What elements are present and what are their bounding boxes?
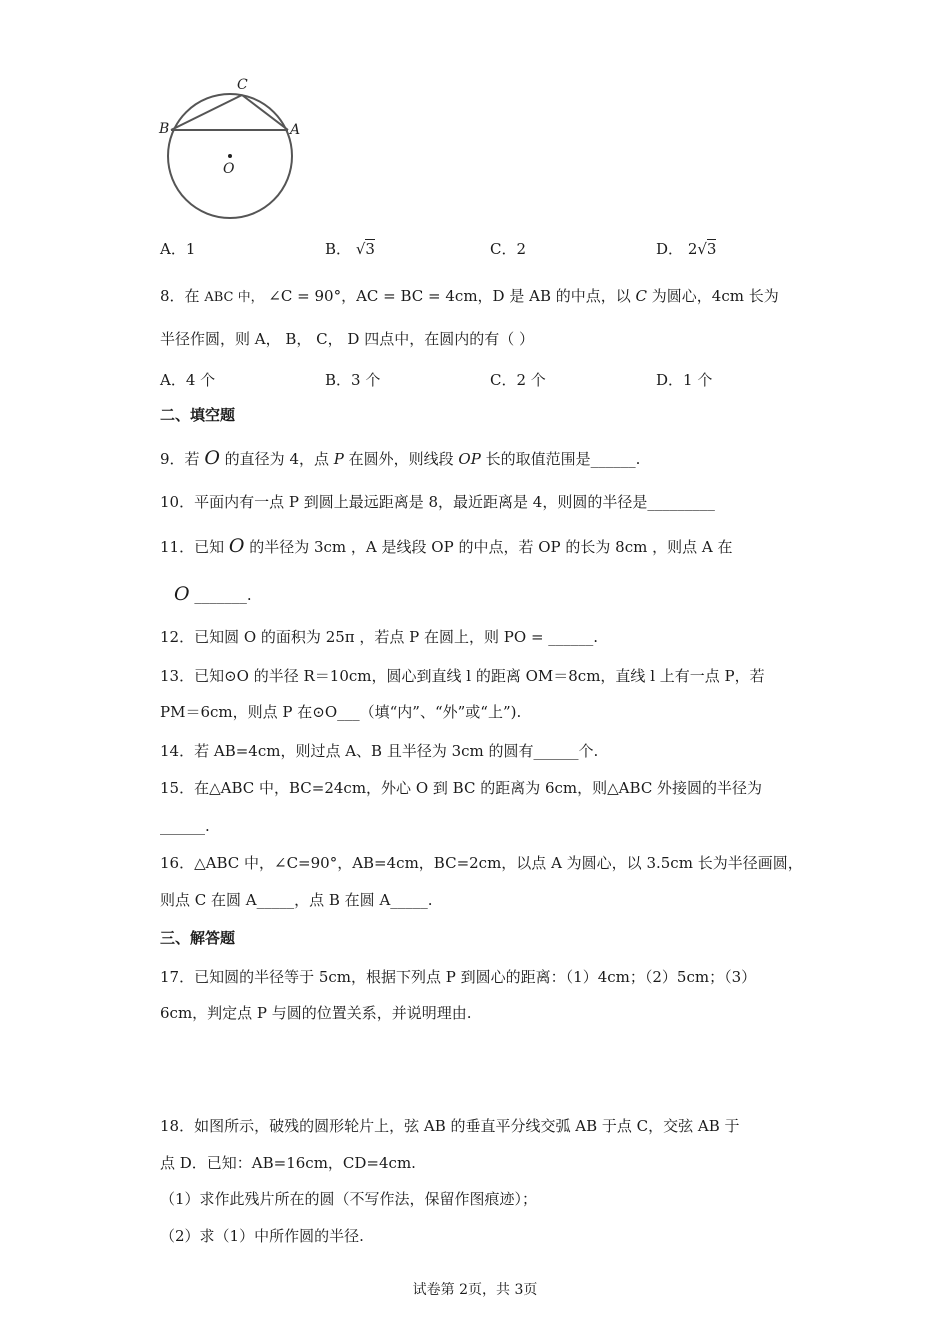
q18-line1: 18．如图所示，破残的圆形轮片上，弦 AB 的垂直平分线交弧 AB 于点 C，交弦 AB 于	[160, 1117, 740, 1135]
q8-tail: 为圆心，4cm 长为	[651, 287, 779, 305]
q11-blank: _______.	[194, 586, 252, 604]
q7-option-d-coef: 2	[687, 240, 698, 258]
q8-prefix: 8．在	[160, 287, 205, 305]
q8-triangle: ABC 中，	[204, 290, 264, 305]
q9	[160, 446, 640, 471]
q16-line2: 则点 C 在圆 A_____，点 B 在圆 A_____.	[160, 891, 433, 909]
q7-option-c: C．2	[490, 240, 527, 258]
sqrt-icon: √	[355, 240, 366, 258]
q17-line2: 6cm，判定点 P 与圆的位置关系，并说明理由.	[160, 1004, 472, 1022]
sqrt-icon: √	[697, 240, 707, 258]
q11-line1	[160, 534, 732, 559]
center-dot	[228, 154, 232, 158]
page-footer: 试卷第 2页，共 3页	[412, 1282, 538, 1298]
q15-line2: ______.	[160, 817, 210, 835]
q11-prefix: 11．已知	[160, 538, 229, 556]
label-o: O	[223, 161, 235, 177]
q15-line1: 15．在△ABC 中，BC=24cm，外心 O 到 BC 的距离为 6cm，则△ABC 外接圆的半径为	[160, 779, 763, 797]
q12: 12．已知圆 O 的面积为 25π ，若点 P 在圆上，则 PO = ______.	[160, 628, 599, 646]
q8-option-a: A．4 个	[160, 371, 216, 389]
label-a: A	[290, 122, 301, 138]
q7-option-b-label: B．	[325, 240, 352, 258]
segment-ca	[242, 95, 288, 130]
q11-line2	[174, 582, 252, 607]
q8-conditions: ∠C = 90°，AC = BC = 4cm，D 是 AB 的中点，以	[268, 287, 636, 305]
q13-line2: PM＝6cm，则点 P 在⊙O___（填“内”、“外”或“上”).	[160, 703, 522, 721]
q7-option-d-radicand: 3	[706, 240, 717, 258]
q11-circle-o: O	[228, 535, 245, 557]
segment-bc	[171, 95, 242, 130]
q16-line1: 16．△ABC 中，∠C=90°，AB=4cm，BC=2cm，以点 A 为圆心，以 3.5cm 长为半径画圆，	[160, 854, 803, 872]
q11-text: 的半径为 3cm ，A 是线段 OP 的中点，若 OP 的长为 8cm ，则点 A 在	[249, 538, 733, 556]
q14: 14．若 AB=4cm，则过点 A、B 且半径为 3cm 的圆有______个.	[160, 742, 599, 760]
q8-option-d: D．1 个	[656, 371, 713, 389]
q17-line1: 17．已知圆的半径等于 5cm，根据下列点 P 到圆心的距离：（1）4cm；（2）5cm；（3）	[160, 968, 757, 986]
q9-circle-o: O	[204, 447, 220, 469]
q9-point-p: P	[333, 450, 344, 468]
q13-line1: 13．已知⊙O 的半径 R＝10cm，圆心到直线 l 的距离 OM＝8cm，直线 l 上有一点 P，若	[160, 667, 765, 685]
q7-option-d	[656, 238, 716, 259]
q9-prefix: 9．若	[160, 450, 205, 468]
q8-center: C	[635, 287, 648, 305]
circle-figure	[150, 72, 310, 222]
q18-line3: （1）求作此残片所在的圆（不写作法，保留作图痕迹）；	[160, 1190, 538, 1208]
section-solutions: 三、解答题	[160, 929, 236, 947]
q9-segment-op: OP	[458, 450, 481, 468]
q8-line2: 半径作圆，则 A， B， C， D 四点中，在圆内的有（ ）	[160, 330, 534, 348]
q7-option-b-value: 3	[365, 240, 375, 258]
q9-text1: 的直径为 4，点	[224, 450, 334, 468]
q8-option-b: B．3 个	[325, 371, 381, 389]
q9-text2: 在圆外，则线段	[348, 450, 459, 468]
q10: 10．平面内有一点 P 到圆上最远距离是 8，最近距离是 4，则圆的半径是_________	[160, 493, 715, 511]
q8-line1	[160, 287, 779, 307]
q18-line2: 点 D．已知：AB=16cm，CD=4cm.	[160, 1154, 416, 1172]
label-b: B	[159, 121, 170, 137]
q18-line4: （2）求（1）中所作圆的半径.	[160, 1227, 364, 1245]
q9-text3: 长的取值范围是______.	[485, 450, 641, 468]
label-c: C	[237, 77, 248, 93]
q11-circle-o-2: O	[174, 583, 190, 605]
q8-option-c: C．2 个	[490, 371, 546, 389]
q7-option-b	[325, 238, 375, 259]
section-fill-in: 二、填空题	[160, 406, 236, 424]
q7-option-d-label: D．	[656, 240, 684, 258]
q7-option-a: A．1	[160, 240, 196, 258]
